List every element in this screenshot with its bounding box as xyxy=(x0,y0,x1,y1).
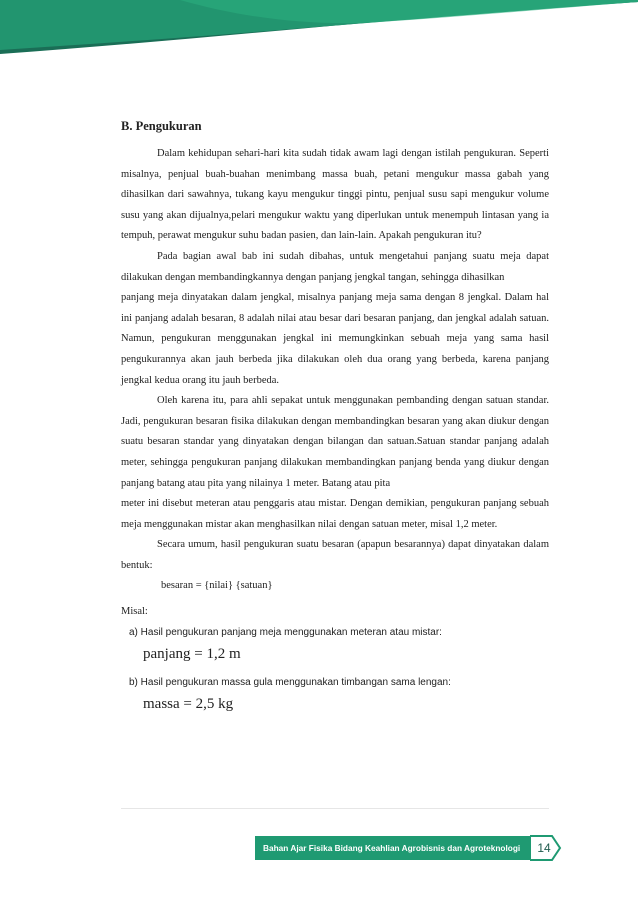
general-formula: besaran = {nilai} {satuan} xyxy=(161,580,273,592)
example-a-label: a) Hasil pengukuran panjang meja menggunakan meteran atau mistar: xyxy=(129,627,442,639)
header-decoration xyxy=(0,0,638,60)
example-b-equation: massa = 2,5 kg xyxy=(143,696,234,713)
example-b-label: b) Hasil pengukuran massa gula menggunakan timbangan sama lengan: xyxy=(129,677,451,689)
example-a-equation: panjang = 1,2 m xyxy=(143,646,241,663)
page-number: 14 xyxy=(537,841,551,855)
page-number-badge xyxy=(530,832,562,864)
misal-label: Misal: xyxy=(121,606,148,618)
paragraph-6: Secara umum, hasil pengukuran suatu besaran (apapun besarannya) dapat dinyatakan dalam bentuk: xyxy=(121,539,549,571)
paragraph-1: Dalam kehidupan sehari-hari kita sudah tidak awam lagi dengan istilah pengukuran. Seperti misalnya, penjual buah-buahan menimbang massa buah, petani mengukur massa gabah yang dihasilkan dari sawahnya, tukang kayu mengukur tinggi pintu, penjual susu sapi mengukur volume susu yang akan dijualnya,pelari mengukur waktu yang diperlukan untuk menempuh lintasan yang ia tempuh, perawat mengukur suhu badan pasien, dan lain-lain. Apakah pengukuran itu? xyxy=(121,148,549,242)
section-title: B. Pengukuran xyxy=(121,119,202,133)
paragraph-2: Pada bagian awal bab ini sudah dibahas, untuk mengetahui panjang suatu meja dapat dilakukan dengan membandingkannya dengan panjang jengkal tangan, sehingga dihasilkan xyxy=(121,250,549,283)
footer-title: Bahan Ajar Fisika Bidang Keahlian Agrobisnis dan Agroteknologi xyxy=(255,836,530,860)
paragraph-3: panjang meja dinyatakan dalam jengkal, misalnya panjang meja sama dengan 8 jengkal. Dalam hal ini panjang adalah besaran, 8 adalah nilai atau besar dari besaran panjang, dan jengkal adalah satuan. Namun, pengukuran menggunakan jengkal ini memungkinkan sebuah meja yang sama hasil pengukurannya akan jauh berbeda jika dilakukan oleh dua orang yang berbeda, karena panjang jengkal kedua orang itu jauh berbeda. xyxy=(121,292,549,386)
page-content xyxy=(121,118,549,725)
paragraph-4: Oleh karena itu, para ahli sepakat untuk menggunakan pembanding dengan satuan standar. Jadi, pengukuran besaran fisika dilakukan dengan membandingkan besaran yang akan diukur dengan suatu besaran standar yang dinyatakan dengan bilangan dan satuan.Satuan standar panjang adalah meter, sehingga pengukuran panjang dilakukan membandingkan panjang benda yang diukur dengan panjang batang atau pita yang nilainya 1 meter. Batang atau pita xyxy=(121,395,549,489)
paragraph-5: meter ini disebut meteran atau penggaris atau mistar. Dengan demikian, pengukuran panjang sebuah meja menggunakan mistar akan menghasilkan nilai dengan satuan meter, misal 1,2 meter. xyxy=(121,498,549,530)
footer-divider xyxy=(121,808,549,809)
